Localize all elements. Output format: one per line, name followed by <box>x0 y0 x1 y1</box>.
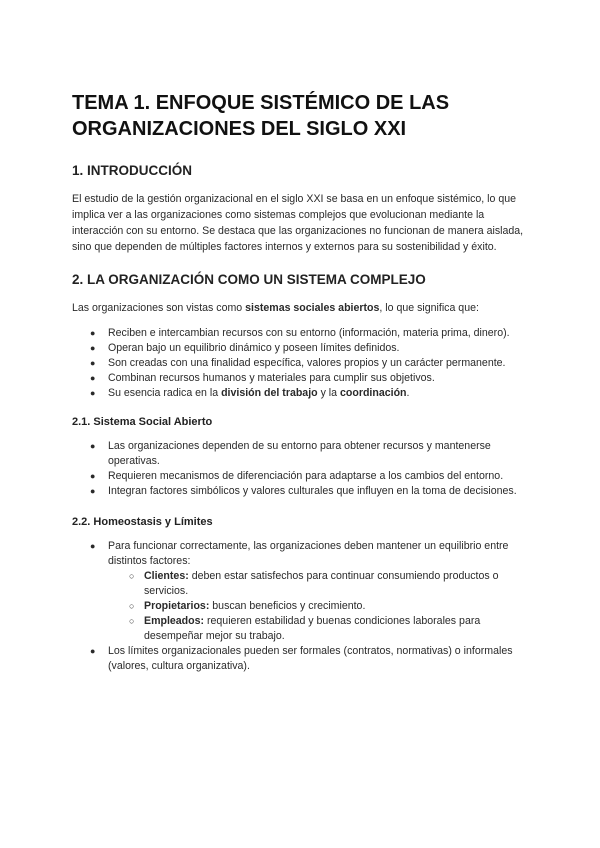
list-item: ● Operan bajo un equilibrio dinámico y poseen límites definidos. <box>90 342 400 354</box>
bullet-icon: ● <box>90 358 96 368</box>
list-item: ● Son creadas con una finalidad específica, valores propios y un carácter permanente. <box>90 357 506 369</box>
sub-list-item-clientes: ○ Clientes: deben estar satisfechos para continuar consumiendo productos o servicios. <box>129 570 499 597</box>
list-item: ● Las organizaciones dependen de su entorno para obtener recursos y mantenerse operativas. <box>90 440 491 467</box>
bullet-icon: ● <box>90 486 96 496</box>
document-title: TEMA 1. ENFOQUE SISTÉMICO DE LAS ORGANIZACIONES DEL SIGLO XXI <box>72 92 450 140</box>
stakeholder-sub-list <box>72 569 534 644</box>
subsection-heading-homeostasis: 2.2. Homeostasis y Límites <box>72 516 213 528</box>
section-2-1-list <box>72 439 534 499</box>
list-item: ● Su esencia radica en la división del trabajo y la coordinación. <box>90 387 410 399</box>
bullet-icon: ● <box>90 646 96 656</box>
bullet-icon: ● <box>90 388 96 398</box>
bullet-icon: ● <box>90 343 96 353</box>
bullet-icon: ● <box>90 373 96 383</box>
bullet-icon: ● <box>90 328 96 338</box>
intro-paragraph: El estudio de la gestión organizacional en el siglo XXI se basa en un enfoque sistémico, lo que implica ver a las organizaciones como sistemas complejos que evolucionan mediante la interacción con su entorno. Se destaca que las organizaciones no funcionan de manera aislada, sino que dependen de múltiples factores internos y externos para su sostenibilidad y éxito. <box>72 193 524 253</box>
section-2-intro: Las organizaciones son vistas como sistemas sociales abiertos, lo que significa que: <box>72 302 479 314</box>
section-2-2-list <box>72 539 534 674</box>
sub-list-item-propietarios: ○ Propietarios: buscan beneficios y crecimiento. <box>129 600 366 612</box>
circle-bullet-icon: ○ <box>129 601 135 611</box>
list-item: ● Integran factores simbólicos y valores culturales que influyen en la toma de decisiones. <box>90 485 517 497</box>
list-item: ● Requieren mecanismos de diferenciación para adaptarse a los cambios del entorno. <box>90 470 504 482</box>
bullet-icon: ● <box>90 471 96 481</box>
list-item: ● Para funcionar correctamente, las organizaciones deben mantener un equilibrio entre distintos factores: <box>90 540 509 567</box>
list-item: ● Reciben e intercambian recursos con su entorno (información, materia prima, dinero). <box>90 327 510 339</box>
list-item: ● Los límites organizacionales pueden ser formales (contratos, normativas) o informales (valores, cultura organizativa). <box>90 645 513 672</box>
section-2-list <box>72 326 534 401</box>
section-heading-sistema-complejo: 2. LA ORGANIZACIÓN COMO UN SISTEMA COMPLEJO <box>72 272 426 287</box>
subsection-heading-sistema-social-abierto: 2.1. Sistema Social Abierto <box>72 416 213 428</box>
circle-bullet-icon: ○ <box>129 616 135 626</box>
circle-bullet-icon: ○ <box>129 571 135 581</box>
sub-list-item-empleados: ○ Empleados: requieren estabilidad y buenas condiciones laborales para desempeñar mejor su trabajo. <box>129 615 481 642</box>
document-page <box>72 90 534 688</box>
sub-list-container <box>72 569 534 644</box>
list-item: ● Combinan recursos humanos y materiales para cumplir sus objetivos. <box>90 372 435 384</box>
section-heading-introduccion: 1. INTRODUCCIÓN <box>72 163 193 178</box>
bullet-icon: ● <box>90 441 96 451</box>
bullet-icon: ● <box>90 541 96 551</box>
